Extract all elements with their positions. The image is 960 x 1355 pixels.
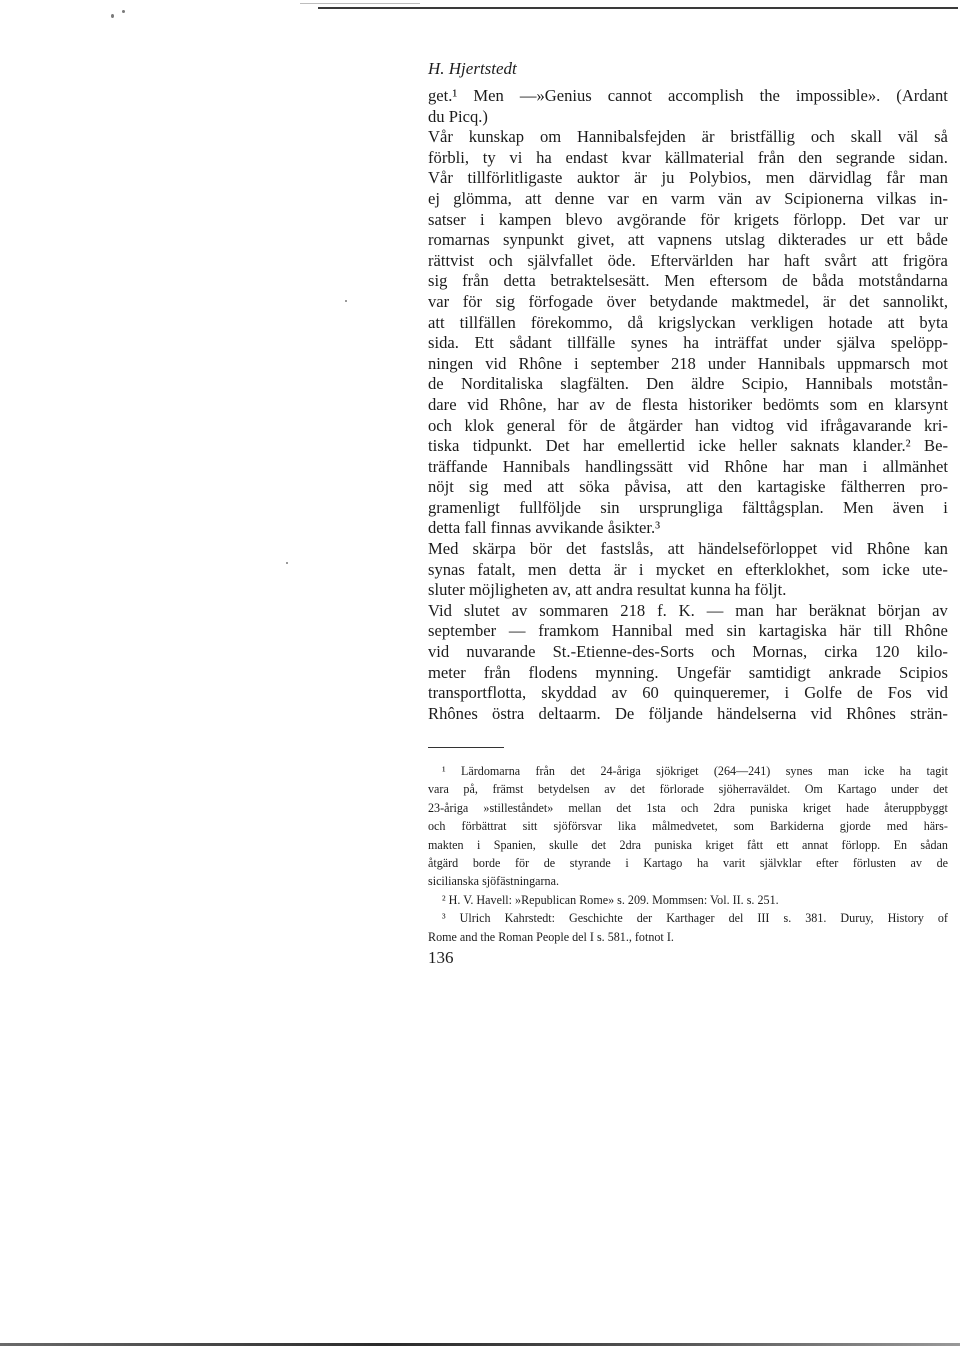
scan-speck <box>286 562 288 564</box>
body-line: transportflotta, skyddad av 60 quinqueremer, i Golfe de Fos vid <box>428 683 948 703</box>
body-line: Vår tillförlitligaste auktor är ju Polybios, men därvidlag får man <box>428 168 948 188</box>
body-line: vid nuvarande St.-Etienne-des-Sorts och Mornas, cirka 120 kilo- <box>428 642 948 662</box>
body-line: gramenligt fullföljde sin ursprungliga fälttågsplan. Men även i <box>428 497 948 517</box>
scan-speck <box>345 300 347 302</box>
page-content <box>428 58 948 724</box>
body-line: detta fall finnas avvikande åsikter.³ <box>428 518 661 538</box>
body-line: att tillfällen förekommo, då krigslyckan verkligen hotade att byta <box>428 312 948 332</box>
body-line: romarnas synpunkt givet, att vapnens utslag dikterades ur ett både <box>428 230 948 250</box>
body-line: rättvist och självfallet öde. Eftervärlden har haft svårt att frigöra <box>428 250 948 270</box>
body-line: Vår kunskap om Hannibalsfejden är bristfällig och skall väl så <box>428 127 948 147</box>
body-line: tiska tidpunkt. Det har emellertid icke heller saknats klander.² Be- <box>428 436 948 456</box>
scan-edge-thin <box>300 3 420 4</box>
body-line: september — framkom Hannibal med sin kartagiska här till Rhône <box>428 621 948 641</box>
body-line: de Norditaliska slagfälten. Den äldre Scipio, Hannibals motstån- <box>428 374 948 394</box>
body-line: get.¹ Men —»Genius cannot accomplish the impossible». (Ardant <box>428 86 948 105</box>
body-line: nöjt sig med att söka påvisa, att den kartagiske fältherren pro- <box>428 477 948 497</box>
body-line: satser i kampen blevo avgörande för krigets förlopp. Det var ur <box>428 209 948 229</box>
footnote-separator <box>428 747 504 748</box>
body-line: dare vid Rhône, har av de flesta historiker bedömts som en klarsynt <box>428 394 948 414</box>
body-line: sig från detta betraktelsesätt. Men eftersom de båda motståndarna <box>428 271 948 291</box>
page-number: 136 <box>428 948 454 967</box>
footnote-line: åtgärd borde för de styrande i Kartago ha varit självklar efter förlusten av de <box>428 856 948 871</box>
scan-edge-bottom <box>0 1343 960 1346</box>
body-line: träffande Hannibals handlingssätt vid Rhône har man i allmänhet <box>428 456 948 476</box>
footnote-line: ¹ Lärdomarna från det 24-åriga sjökriget (264—241) synes man icke ha tagit <box>442 764 948 778</box>
footnote-line: och förbättrat sitt sjöförsvar lika målmedvetet, som Barkiderna gjorde med härs- <box>428 819 948 834</box>
body-line: synas fatalt, men detta är i mycket en efterklokhet, som icke ute- <box>428 559 948 579</box>
body-line: Vid slutet av sommaren 218 f. K. — man har beräknat början av <box>428 600 948 620</box>
body-line: Med skärpa bör det fastslås, att händelseförloppet vid Rhône kan <box>428 539 948 559</box>
footnote-line: Rome and the Roman People del I s. 581., fotnot I. <box>428 929 674 944</box>
body-line: du Picq.) <box>428 106 488 126</box>
body-line: sida. Ett sådant tillfälle synes ha inträffat under själva spelöpp- <box>428 333 948 353</box>
body-line: meter från flodens mynning. Ungefär samtidigt ankrade Scipios <box>428 662 948 682</box>
body-line: ningen vid Rhône i september 218 under Hannibals uppmarsch mot <box>428 353 948 373</box>
footnote-line: 23-åriga »stilleståndet» mellan det 1sta och 2dra puniska kriget hade återuppbyggt <box>428 800 948 815</box>
footnote-line: sicilianska sjöfästningarna. <box>428 874 559 889</box>
body-line: var för sig förfogade över betydande maktmedel, är det sannolikt, <box>428 291 948 311</box>
scan-edge-top <box>318 7 958 9</box>
body-line: sluter möjligheten av, att andra resultat kunna ha följt. <box>428 580 787 600</box>
body-line: Rhônes östra deltaarm. De följande händelserna vid Rhônes strän- <box>428 703 948 723</box>
footnote-line: vara på, främst betydelsen av det förlorade sjöherraväldet. Om Kartago under det <box>428 782 948 797</box>
footnote-line: ² H. V. Havell: »Republican Rome» s. 209. Mommsen: Vol. II. s. 251. <box>442 892 779 907</box>
body-line: ej glömma, att denne var en varm vän av Scipionerna vilkas in- <box>428 188 948 208</box>
running-header-author: H. Hjertstedt <box>428 59 517 78</box>
scan-speck <box>122 10 125 13</box>
footnote-line: ³ Ulrich Kahrstedt: Geschichte der Karthager del III s. 381. Duruy, History of <box>442 911 948 926</box>
scan-speck <box>111 14 114 18</box>
body-text <box>428 86 948 724</box>
body-line: förbli, ty vi ha endast kvar källmaterial från den segrande sidan. <box>428 147 948 167</box>
footnotes <box>428 762 948 946</box>
footnote-line: makten i Spanien, skulle det 2dra puniska kriget fått ett annat förlopp. En sådan <box>428 837 948 852</box>
body-line: och klok general för de åtgärder han vidtog vid ifrågavarande kri- <box>428 415 948 435</box>
